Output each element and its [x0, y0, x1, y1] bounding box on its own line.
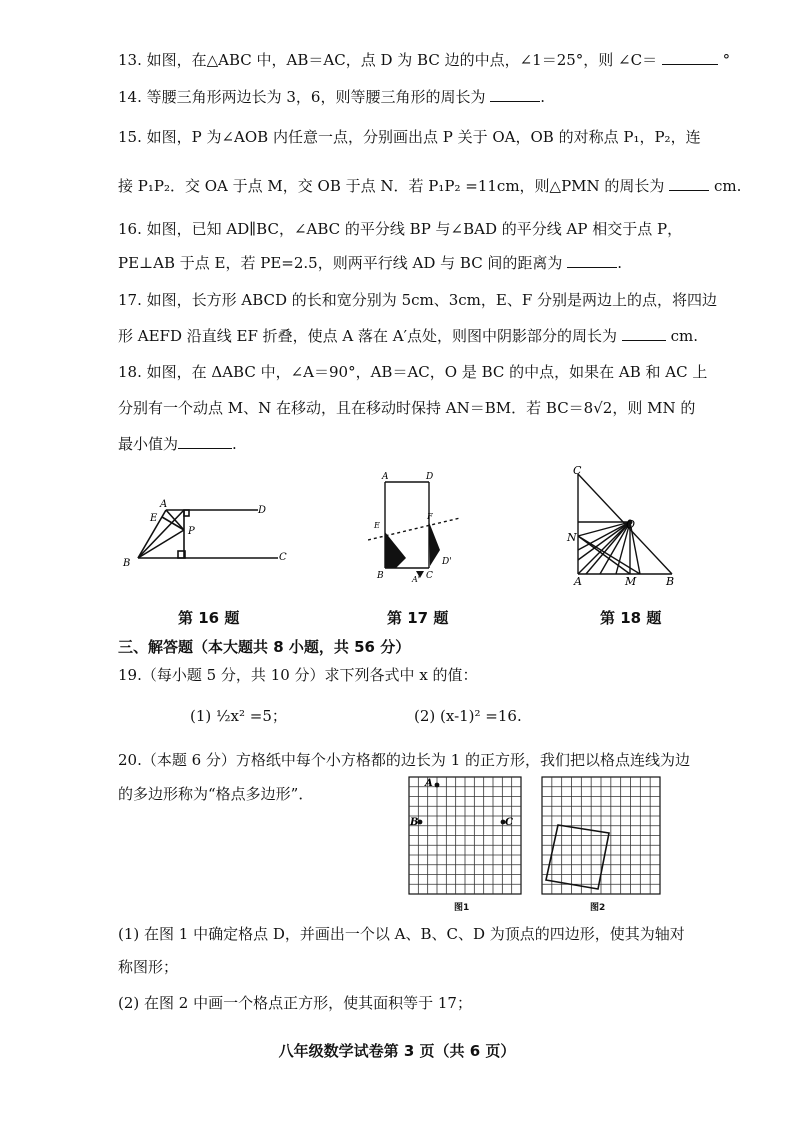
- q13-tail: °: [722, 51, 731, 69]
- q13-text: 13. 如图，在△ABC 中，AB＝AC，点 D 为 BC 边的中点，∠1＝25°，则 ∠C＝: [118, 51, 658, 69]
- q18-tail: .: [232, 435, 237, 453]
- fig17-label-F: F: [427, 512, 433, 521]
- fig16-label-C: C: [279, 552, 287, 563]
- question-18-line3: [118, 434, 714, 454]
- question-19-part2: (2) (x-1)² =16.: [414, 707, 522, 725]
- q17-text: 形 AEFD 沿直线 EF 折叠，使点 A 落在 A′点处，则图中阴影部分的周长为: [118, 327, 618, 345]
- question-15-line2: [118, 176, 742, 196]
- fig17-label-D: D: [426, 472, 434, 482]
- q17-answer-blank: [622, 326, 666, 341]
- q15-answer-blank: [669, 176, 709, 191]
- fig17-label-Dprime: D': [442, 557, 452, 567]
- grid-figure-1: [405, 775, 525, 897]
- q16-answer-blank: [567, 253, 617, 268]
- section-3-heading: 三、解答题（本大题共 8 小题，共 56 分）: [118, 638, 411, 656]
- question-20-line1: 20.（本题 6 分）方格纸中每个小方格都的边长为 1 的正方形，我们把以格点连线为边: [118, 751, 691, 769]
- question-20-line2: 的多边形称为“格点多边形”．: [118, 785, 314, 803]
- question-17-line1: 17. 如图，长方形 ABCD 的长和宽分别为 5cm、3cm，E、F 分别是两边上的点，将四边: [118, 291, 718, 309]
- q18-answer-blank: [178, 434, 232, 449]
- q18-text: 最小值为: [118, 435, 179, 453]
- fig18-label-C: C: [573, 464, 582, 477]
- q16-text: PE⊥AB 于点 E，若 PE=2.5，则两平行线 AD 与 BC 间的距离为: [118, 254, 563, 272]
- question-19-intro: 19.（每小题 5 分，共 10 分）求下列各式中 x 的值：: [118, 666, 478, 684]
- figure-18: [560, 462, 690, 590]
- fig17-caption: 第 17 题: [387, 609, 449, 627]
- q15-text: 接 P₁P₂．交 OA 于点 M，交 OB 于点 N．若 P₁P₂ =11cm，则△PMN 的周长为: [118, 177, 665, 195]
- q14-tail: .: [540, 88, 546, 106]
- q16-tail: .: [617, 254, 622, 272]
- fig16-caption: 第 16 题: [178, 609, 240, 627]
- grid1-label-C: C: [505, 817, 513, 828]
- figure-16: [118, 490, 298, 580]
- fig18-label-N: N: [567, 531, 577, 544]
- question-17-line2: [118, 326, 714, 346]
- grid2-caption: 图2: [590, 903, 606, 913]
- grid1-label-A: A: [425, 778, 433, 789]
- fig18-label-B: B: [666, 575, 675, 588]
- grid-figure-2: [540, 775, 664, 897]
- fig17-label-A: A: [382, 472, 389, 482]
- question-16-line2: [118, 253, 714, 273]
- fig16-label-D: D: [258, 505, 267, 516]
- fig18-label-A: A: [574, 575, 582, 588]
- grid1-label-B: B: [410, 817, 419, 828]
- question-15-line1: 15. 如图，P 为∠AOB 内任意一点，分别画出点 P 关于 OA，OB 的对称点 P₁，P₂，连: [118, 128, 701, 146]
- q13-answer-blank: [662, 50, 718, 65]
- question-19-part1: (1) ½x² =5；: [190, 707, 287, 725]
- fig16-label-P: P: [188, 526, 195, 537]
- question-13: [118, 50, 731, 70]
- question-16-line1: 16. 如图，已知 AD∥BC，∠ABC 的平分线 BP 与∠BAD 的平分线 AP 相交于点 P，: [118, 220, 683, 238]
- q15-tail: cm.: [714, 177, 742, 195]
- question-18-line1: 18. 如图，在 ΔABC 中，∠A＝90°，AB＝AC，O 是 BC 的中点，如果在 AB 和 AC 上: [118, 363, 708, 381]
- fig17-label-C: C: [426, 571, 433, 581]
- question-14: [118, 87, 714, 107]
- q14-text: 14. 等腰三角形两边长为 3，6，则等腰三角形的周长为: [118, 88, 486, 106]
- fig16-label-B: B: [123, 558, 131, 569]
- fig16-label-A: A: [160, 499, 168, 510]
- question-20-part1-line1: (1) 在图 1 中确定格点 D，并画出一个以 A、B、C、D 为顶点的四边形，使其为轴对: [118, 925, 685, 943]
- question-18-line2: 分别有一个动点 M、N 在移动，且在移动时保持 AN＝BM．若 BC＝8√2，则 MN 的: [118, 399, 696, 417]
- question-20-part1-line2: 称图形；: [118, 958, 179, 976]
- fig17-label-E: E: [374, 521, 380, 530]
- fig18-caption: 第 18 题: [600, 609, 662, 627]
- fig17-label-Aprime: A': [412, 575, 420, 582]
- q17-tail: cm.: [670, 327, 698, 345]
- fig16-label-E: E: [150, 513, 158, 524]
- grid1-caption: 图1: [454, 903, 470, 913]
- page-footer: 八年级数学试卷第 3 页（共 6 页）: [278, 1042, 516, 1060]
- figure-17: [368, 470, 468, 582]
- question-20-part2: (2) 在图 2 中画一个格点正方形，使其面积等于 17；: [118, 994, 472, 1012]
- fig18-label-M: M: [625, 575, 637, 588]
- fig18-label-O: O: [626, 518, 636, 531]
- q14-answer-blank: [490, 87, 540, 102]
- fig17-label-B: B: [377, 571, 384, 581]
